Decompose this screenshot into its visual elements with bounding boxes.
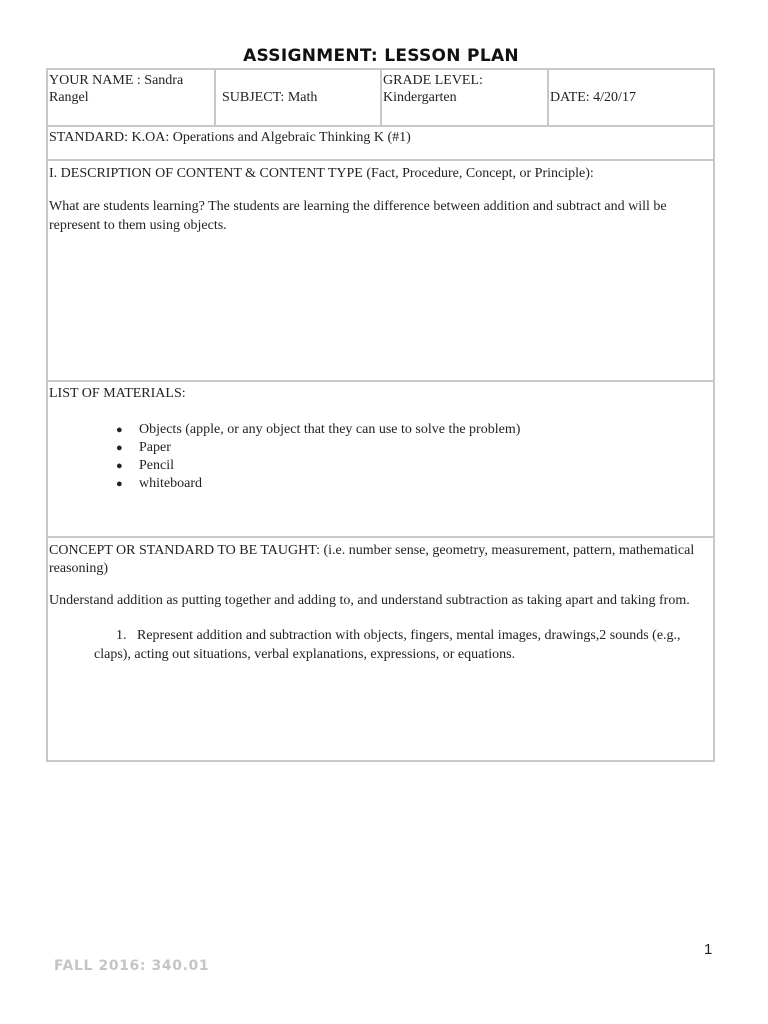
date-cell: DATE: 4/20/17: [550, 90, 636, 105]
description-body: What are students learning? The students are learning the difference between addition and subtract and will be represent to them using objects.: [49, 199, 667, 233]
item-text: Represent addition and subtraction with objects, fingers, mental images, drawings,2 sounds (e.g., claps), acting out situations, verbal explanations, expressions, or equations.: [94, 628, 681, 662]
list-item: [116, 457, 712, 475]
footer-course: FALL 2016: 340.01: [54, 958, 210, 974]
materials-heading: LIST OF MATERIALS:: [49, 386, 186, 401]
concept-body: Understand addition as putting together and adding to, and understand subtraction as taking apart and taking from.: [49, 593, 690, 608]
name-cell: YOUR NAME : Sandra Rangel: [48, 70, 216, 125]
numbered-item: [49, 626, 712, 664]
bullet-icon: ●: [116, 460, 123, 472]
description-heading: I. DESCRIPTION OF CONTENT & CONTENT TYPE (Fact, Procedure, Concept, or Principle):: [49, 166, 594, 181]
list-item: [116, 421, 712, 439]
page-number: 1: [704, 941, 713, 958]
lesson-plan-table: [46, 68, 715, 762]
grade-level-cell: GRADE LEVEL: Kindergarten: [382, 70, 549, 125]
item-number: 1.: [116, 628, 127, 643]
list-item-text: Objects (apple, or any object that they can use to solve the problem): [139, 422, 521, 437]
concept-section: [48, 538, 713, 760]
list-item: [116, 475, 712, 493]
list-item-text: whiteboard: [139, 476, 202, 491]
materials-section: [48, 382, 713, 538]
header-row: [48, 70, 713, 127]
standard-row: STANDARD: K.OA: Operations and Algebraic Thinking K (#1): [48, 127, 713, 161]
concept-heading: CONCEPT OR STANDARD TO BE TAUGHT: (i.e. number sense, geometry, measurement, pattern, mathematical reasoning): [49, 543, 695, 576]
bullet-icon: ●: [116, 424, 123, 436]
list-item-text: Pencil: [139, 458, 174, 473]
list-item: [116, 439, 712, 457]
bullet-icon: ●: [116, 442, 123, 454]
subject-cell: SUBJECT: Math: [216, 70, 382, 125]
materials-list: [49, 421, 712, 493]
document-title: ASSIGNMENT: LESSON PLAN: [243, 46, 519, 66]
description-section: [48, 161, 713, 382]
bullet-icon: ●: [116, 478, 123, 490]
list-item-text: Paper: [139, 440, 171, 455]
